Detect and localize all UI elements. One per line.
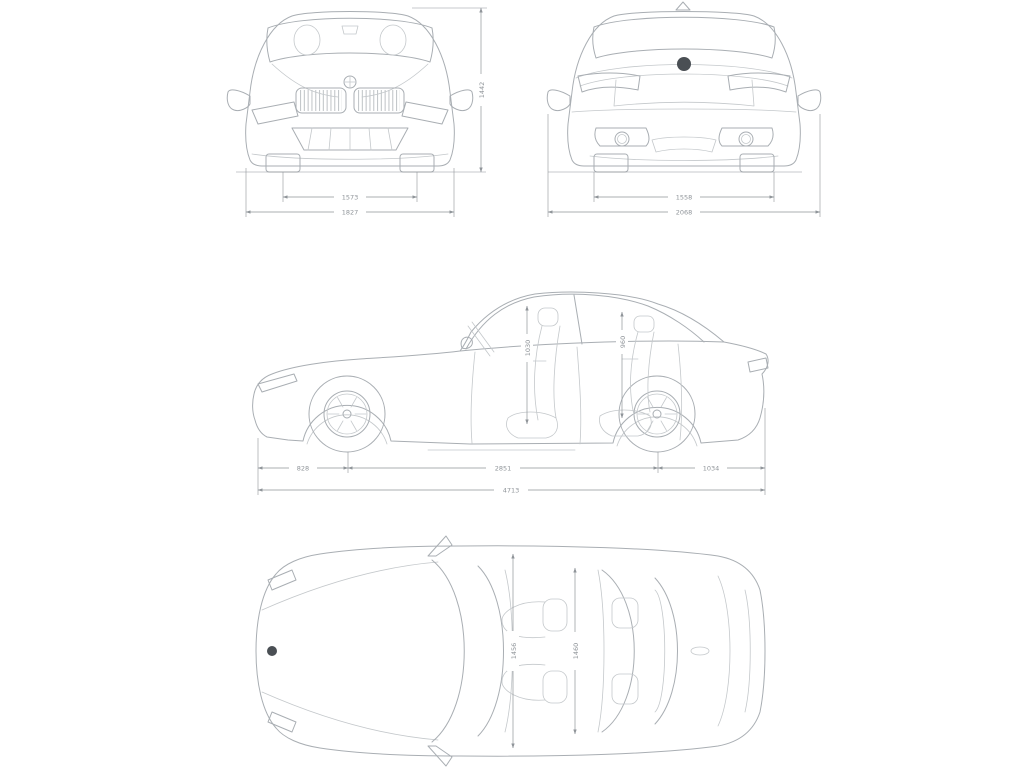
taillight-left [578,73,640,92]
steering-column [472,322,494,352]
front-windshield [267,18,434,62]
front-seat-back [535,326,542,420]
front-track-label: 1573 [341,193,359,202]
intake-slat [388,128,392,150]
rear-headroom-label: 960 [619,335,627,349]
front-view [227,12,486,173]
front-left-headrest [294,25,320,55]
height-label: 1442 [478,81,486,99]
rear-body-outline [568,12,801,167]
taillight-right [728,73,790,92]
rear-overhang-label: 1034 [702,464,720,473]
front-tire-left [266,154,300,172]
bmw-roundel-icon [267,646,277,656]
shark-fin-antenna-top [691,647,709,655]
trunk-spoiler-edge [718,576,730,726]
shark-fin-antenna [676,2,690,10]
hood-line-top [262,562,438,610]
rear-headrest-right [612,674,638,704]
rear-width-label: 2068 [675,208,693,217]
rear-seat-headrest [634,316,654,332]
windshield-front-edge [432,560,464,742]
roof-rear-line [598,570,604,732]
rear-window [593,17,776,58]
rear-view [547,2,821,172]
side-mirror-left [547,90,570,111]
headlight-top-left [268,570,296,590]
top-view [256,536,765,766]
side-mirror-left [227,90,250,111]
intake-slat [329,128,331,150]
rear-interior-width-label: 1460 [572,642,580,660]
headlight-side [258,374,297,392]
side-view [253,292,768,452]
front-tire-right [400,154,434,172]
rear-track-label: 1558 [675,193,693,202]
interior-mirror [342,26,358,34]
door-seam-mid [577,347,581,444]
front-interior-width-label: 1456 [510,642,518,660]
side-mirror-right [450,90,473,111]
diffuser [652,137,716,152]
headlight-right [402,102,448,124]
door-seam-front [471,352,475,443]
front-width-label: 1827 [341,208,359,217]
front-headroom-label: 1030 [524,339,532,357]
decklid-lower-line [580,74,788,86]
wheel-arch-rear [617,417,697,446]
headlight-left [252,102,298,124]
bumper-lower-line [252,154,448,159]
exhaust-tip-right-inner [742,135,751,144]
wheelbase-label: 2851 [494,464,512,473]
intake-slat [369,128,371,150]
hood-line-bottom [262,692,438,740]
beltline [460,341,724,351]
front-seat-back [554,326,560,418]
rear-bench-back [655,590,665,712]
bumper-lower-line [590,156,778,161]
rear-headrest-left [612,598,638,628]
overall-length-label: 4713 [502,486,520,495]
b-pillar [574,295,582,344]
exhaust-tip-left-inner [618,135,627,144]
rear-window-rear-edge [655,578,678,724]
bmw-roundel-icon [677,57,691,71]
rear-window-front-edge [602,570,634,732]
bumper-top-line [572,109,796,112]
intake-slat [308,128,312,150]
tail-inner-line [745,590,750,712]
trunk-cutline [614,80,754,106]
headlight-top-right [268,712,296,732]
front-seat-headrest [538,308,558,326]
hood-crease-left [272,64,338,97]
front-right-headrest [380,25,406,55]
front-overhang-label: 828 [296,464,310,473]
windshield-rear-edge [478,566,504,736]
passenger-headrest [543,671,567,703]
door-seam-rear [678,344,682,440]
front-seat-cushion [506,412,557,438]
side-mirror-right [798,90,821,111]
driver-headrest [543,599,567,631]
hood-crease-right [362,64,428,97]
side-body-outline [253,292,768,444]
